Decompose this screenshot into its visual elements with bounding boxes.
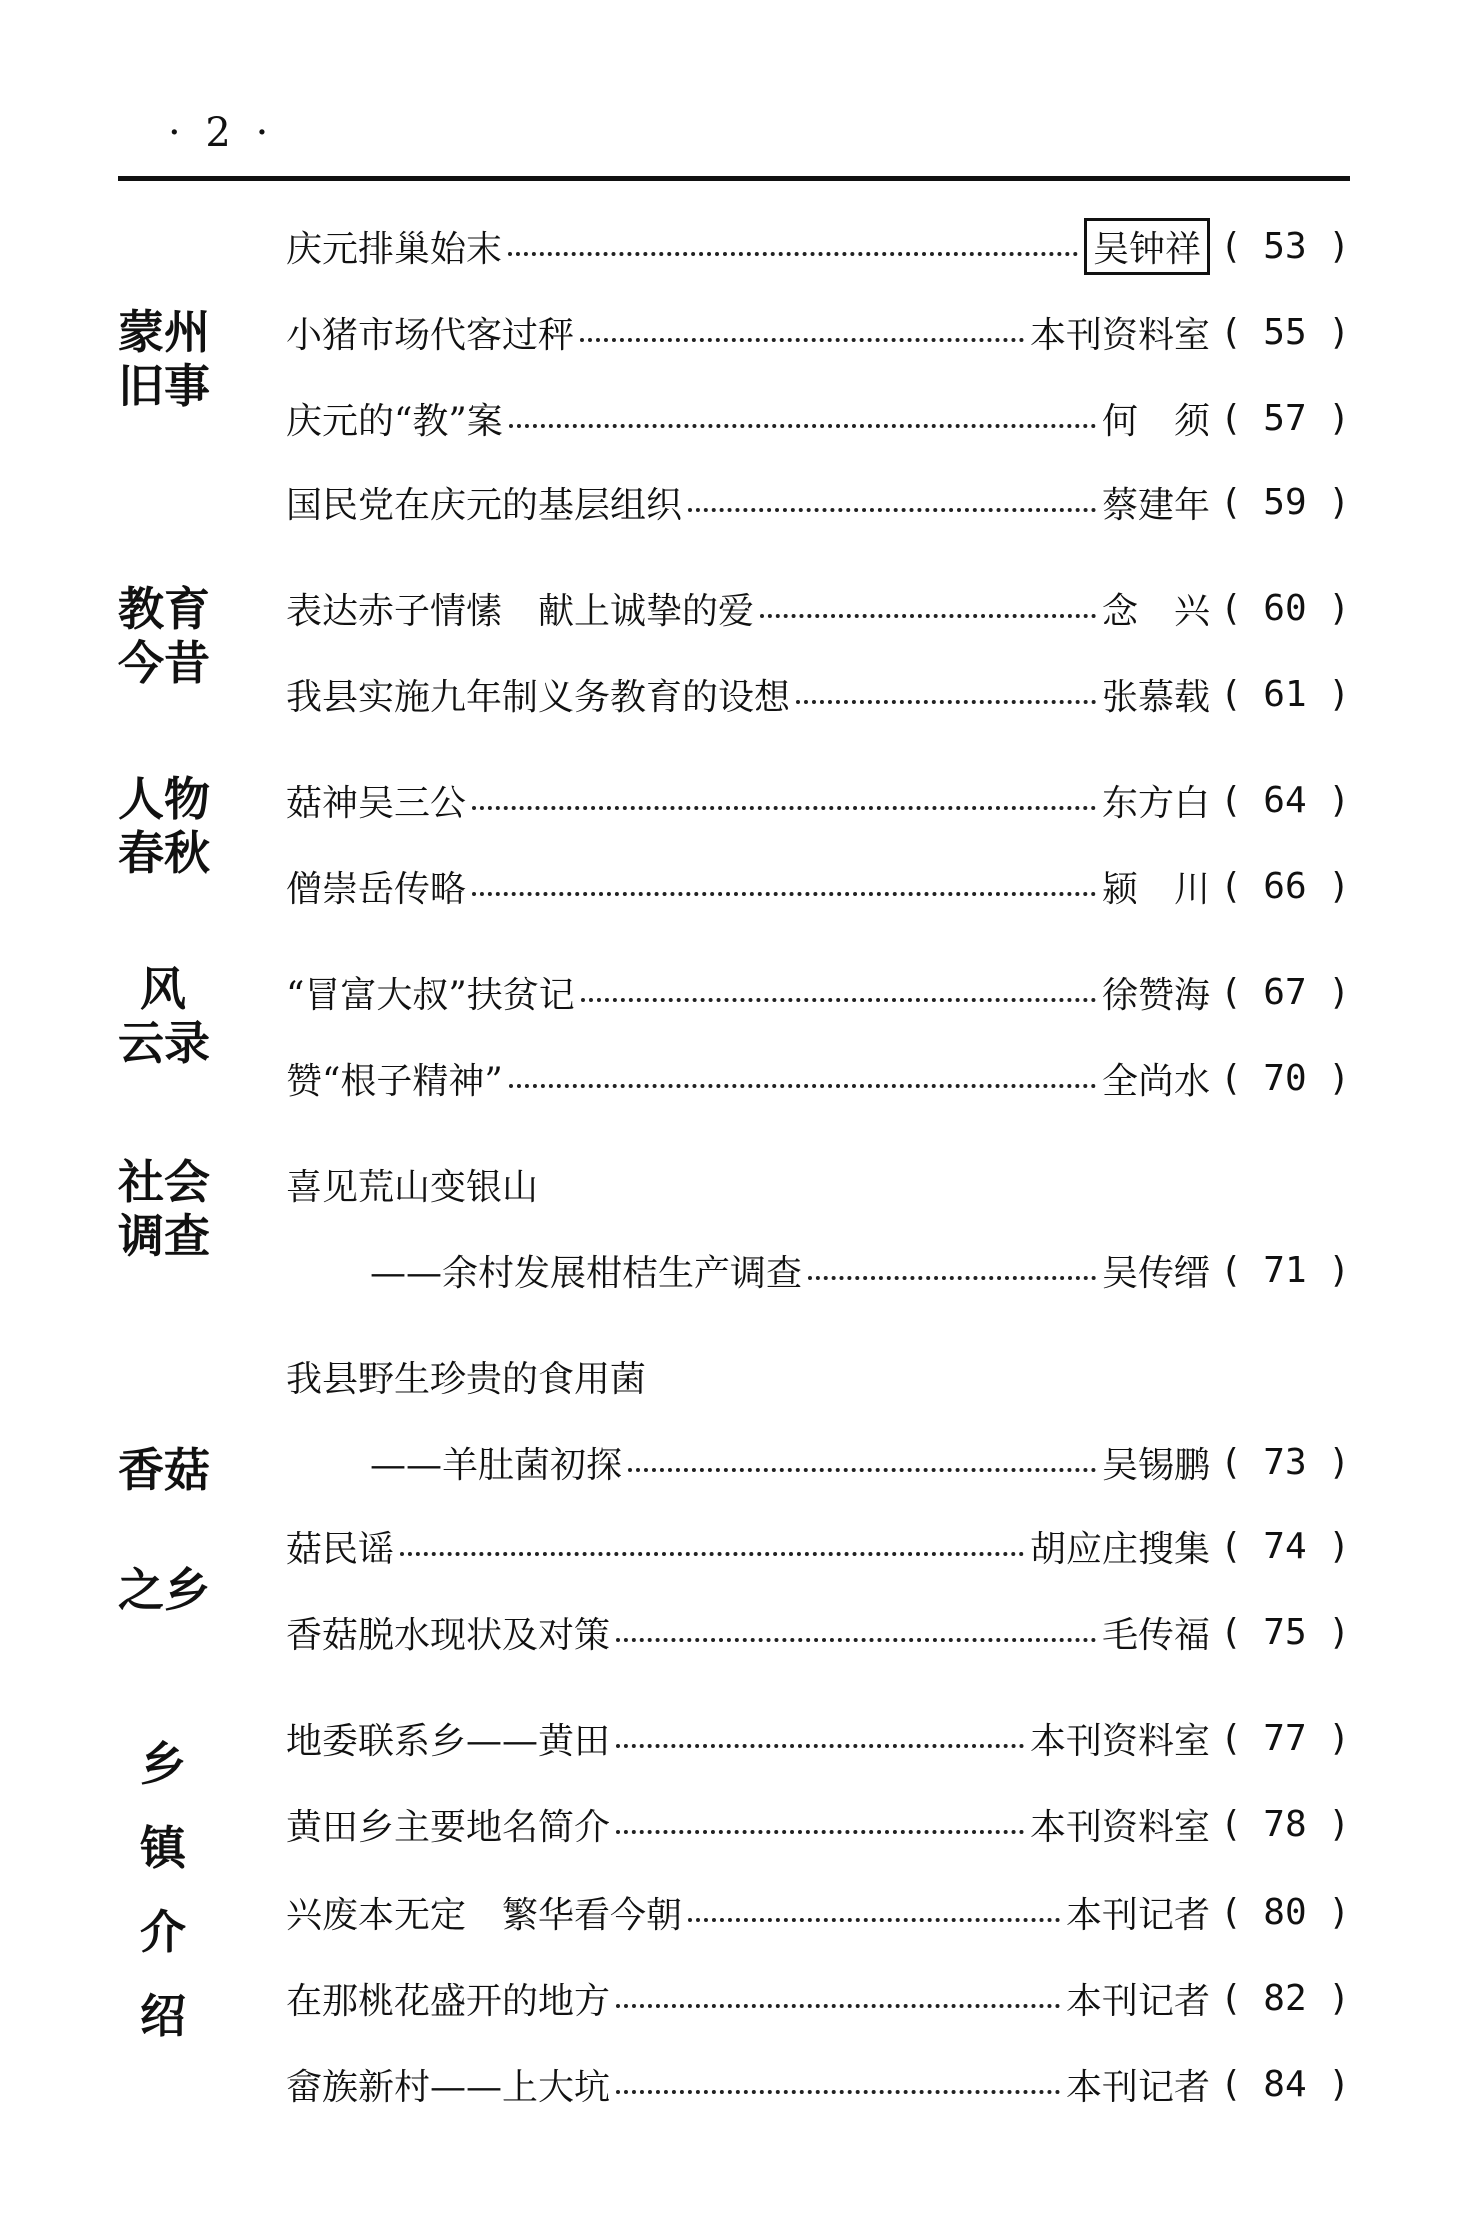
section-title	[118, 582, 210, 690]
section-title-line: 社会	[118, 1155, 210, 1209]
section-title	[118, 305, 210, 413]
section-title-line: 调查	[118, 1209, 210, 1263]
toc-entry[interactable]	[286, 1154, 1350, 1214]
entry-author: 徐赞海	[1101, 974, 1210, 1016]
entry-page: ( 60 )	[1219, 587, 1350, 629]
section-title-line: 之乡	[118, 1563, 210, 1617]
section-title-line: 今昔	[118, 636, 210, 690]
entry-page: ( 53 )	[1219, 225, 1350, 267]
entry-title: ——余村发展柑桔生产调查	[370, 1252, 803, 1294]
entry-title: 我县实施九年制义务教育的设想	[286, 676, 791, 718]
entry-page: ( 75 )	[1219, 1611, 1350, 1653]
entry-author: 本刊资料室	[1029, 1720, 1210, 1762]
toc-entry[interactable]	[286, 770, 1350, 830]
toc-entry[interactable]	[286, 1346, 1350, 1406]
section-title-line: 介	[140, 1905, 186, 1959]
dot-leader	[616, 1638, 1096, 1642]
toc-entry[interactable]	[286, 2054, 1350, 2114]
dot-leader	[616, 2004, 1060, 2008]
dot-leader	[509, 424, 1096, 428]
entry-page: ( 57 )	[1219, 397, 1350, 439]
dot-leader	[688, 1918, 1060, 1922]
entry-title: 香菇脱水现状及对策	[286, 1614, 611, 1656]
toc-entry[interactable]	[286, 1968, 1350, 2028]
toc-entry[interactable]	[286, 1794, 1350, 1854]
toc-entry[interactable]	[286, 472, 1350, 532]
entry-title: 小猪市场代客过秤	[286, 314, 575, 356]
entry-title: 菇民谣	[286, 1528, 395, 1570]
dot-leader	[508, 252, 1078, 256]
toc-entry[interactable]	[286, 664, 1350, 724]
entry-author: 吴锡鹏	[1101, 1444, 1210, 1486]
entry-page: ( 74 )	[1219, 1525, 1350, 1567]
entry-title: 赞“根子精神”	[286, 1060, 503, 1102]
dot-leader	[580, 338, 1024, 342]
entry-title: 我县野生珍贵的食用菌	[286, 1358, 647, 1400]
toc-entry[interactable]	[286, 1708, 1350, 1768]
section-title-line: 人物	[118, 772, 210, 826]
dot-leader	[581, 998, 1096, 1002]
dot-leader	[808, 1276, 1096, 1280]
dot-leader	[472, 806, 1096, 810]
entry-author: 东方白	[1101, 782, 1210, 824]
toc-entry[interactable]	[286, 578, 1350, 638]
dot-leader	[509, 1084, 1096, 1088]
toc-entry[interactable]	[286, 302, 1350, 362]
entry-author: 本刊资料室	[1029, 1806, 1210, 1848]
entry-author: 本刊记者	[1065, 1980, 1210, 2022]
section-title-line: 乡	[140, 1737, 186, 1791]
toc-entry[interactable]	[286, 1882, 1350, 1942]
entry-page: ( 59 )	[1219, 481, 1350, 523]
section-title	[118, 1410, 210, 1650]
entry-title: 黄田乡主要地名简介	[286, 1806, 611, 1848]
entry-title: 喜见荒山变银山	[286, 1166, 539, 1208]
toc-entry[interactable]	[286, 388, 1350, 448]
entry-page: ( 82 )	[1219, 1977, 1350, 2019]
entry-page: ( 67 )	[1219, 971, 1350, 1013]
entry-author: 吴传缙	[1101, 1252, 1210, 1294]
page-number: · 2 ·	[168, 110, 275, 156]
entry-title: 僧崇岳传略	[286, 868, 467, 910]
entry-title: 国民党在庆元的基层组织	[286, 484, 683, 526]
section-title	[118, 772, 210, 880]
dot-leader	[616, 1830, 1024, 1834]
entry-title: 兴废本无定 繁华看今朝	[286, 1894, 683, 1936]
dot-leader	[760, 614, 1096, 618]
toc-entry[interactable]	[370, 1240, 1350, 1300]
entry-page: ( 70 )	[1219, 1057, 1350, 1099]
entry-page: ( 77 )	[1219, 1717, 1350, 1759]
entry-author: 全尚水	[1101, 1060, 1210, 1102]
dot-leader	[796, 700, 1096, 704]
dot-leader	[400, 1552, 1024, 1556]
toc-entry[interactable]	[370, 1432, 1350, 1492]
entry-author: 毛传福	[1101, 1614, 1210, 1656]
entry-author: 本刊记者	[1065, 2066, 1210, 2108]
section-title-line: 旧事	[118, 359, 210, 413]
entry-author: 蔡建年	[1101, 484, 1210, 526]
entry-page: ( 55 )	[1219, 311, 1350, 353]
entry-title: ——羊肚菌初探	[370, 1444, 623, 1486]
section-title	[118, 1155, 210, 1263]
section-title-line: 香菇	[118, 1443, 210, 1497]
section-title-line: 风	[140, 962, 186, 1016]
header-rule	[118, 176, 1350, 181]
toc-entry[interactable]	[286, 1516, 1350, 1576]
dot-leader	[688, 508, 1096, 512]
entry-page: ( 84 )	[1219, 2063, 1350, 2105]
entry-page: ( 61 )	[1219, 673, 1350, 715]
entry-page: ( 71 )	[1219, 1249, 1350, 1291]
section-title-line: 教育	[118, 582, 210, 636]
entry-author: 胡应庄搜集	[1029, 1528, 1210, 1570]
entry-author: 张慕载	[1101, 676, 1210, 718]
entry-title: 地委联系乡——黄田	[286, 1720, 611, 1762]
entry-page: ( 66 )	[1219, 865, 1350, 907]
section-title	[118, 1722, 208, 2058]
entry-page: ( 73 )	[1219, 1441, 1350, 1483]
toc-entry[interactable]	[286, 856, 1350, 916]
entry-title: 庆元的“教”案	[286, 400, 503, 442]
dot-leader	[472, 892, 1096, 896]
entry-title: “冒富大叔”扶贫记	[286, 974, 575, 1016]
entry-title: 表达赤子情愫 献上诚挚的爱	[286, 590, 755, 632]
entry-author: 颍 川	[1101, 868, 1210, 910]
section-title-line: 镇	[140, 1821, 186, 1875]
entry-author: 本刊记者	[1065, 1894, 1210, 1936]
toc-entry[interactable]	[286, 1602, 1350, 1662]
section-title-line: 蒙州	[118, 305, 210, 359]
dot-leader	[628, 1468, 1096, 1472]
entry-page: ( 80 )	[1219, 1891, 1350, 1933]
section-title	[118, 962, 208, 1070]
entry-title: 菇神吴三公	[286, 782, 467, 824]
entry-author: 本刊资料室	[1029, 314, 1210, 356]
entry-author: 吴钟祥	[1084, 218, 1210, 275]
toc-entry[interactable]	[286, 1048, 1350, 1108]
entry-title: 在那桃花盛开的地方	[286, 1980, 611, 2022]
section-title-line: 绍	[140, 1989, 186, 2043]
toc-entry[interactable]	[286, 216, 1350, 276]
section-title-line: 春秋	[118, 826, 210, 880]
entry-page: ( 64 )	[1219, 779, 1350, 821]
section-title-line: 云录	[118, 1016, 210, 1070]
entry-page: ( 78 )	[1219, 1803, 1350, 1845]
entry-author: 何 须	[1101, 400, 1210, 442]
toc-entry[interactable]	[286, 962, 1350, 1022]
dot-leader	[616, 2090, 1060, 2094]
entry-title: 畲族新村——上大坑	[286, 2066, 611, 2108]
dot-leader	[616, 1744, 1024, 1748]
entry-author: 念 兴	[1101, 590, 1210, 632]
entry-title: 庆元排巢始末	[286, 228, 503, 270]
